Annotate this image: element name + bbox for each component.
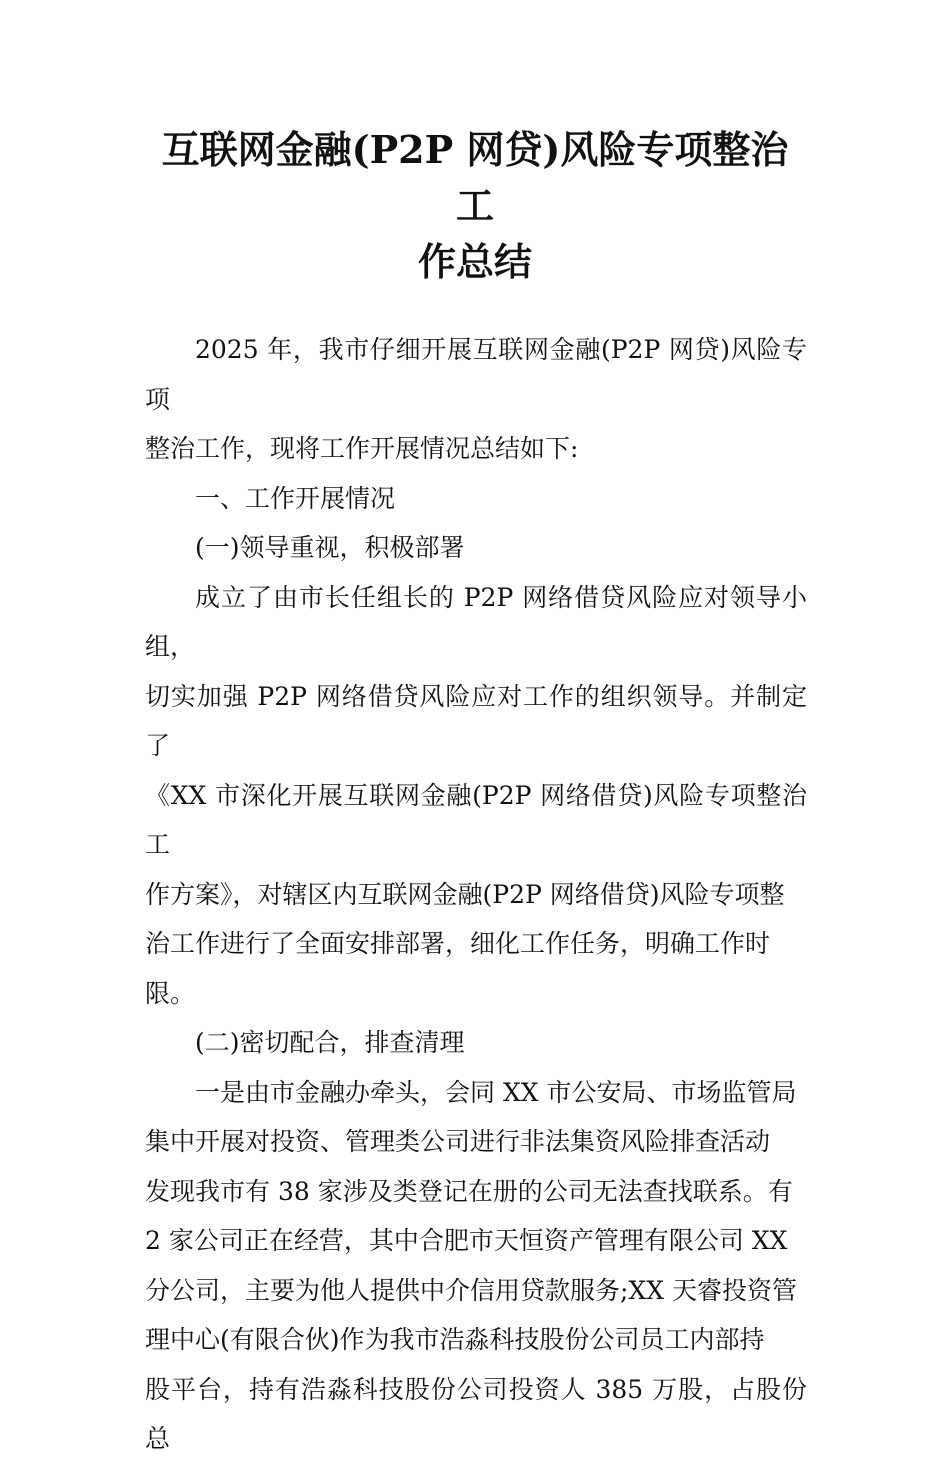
section-heading: 一、工作开展情况 xyxy=(195,483,396,513)
paragraph-line: 2025 年，我市仔细开展互联网金融(P2P 网贷)风险专项 xyxy=(145,335,807,414)
document-title xyxy=(145,122,805,290)
paragraph-line: 2 家公司正在经营，其中合肥市天恒资产管理有限公司 XX xyxy=(145,1226,788,1255)
paragraph-line: 发现我市有 38 家涉及类登记在册的公司无法查找联系。有 xyxy=(145,1176,793,1206)
paragraph-line: 作方案》，对辖区内互联网金融(P2P 网络借贷)风险专项整 xyxy=(145,879,785,909)
paragraph-line: 分公司，主要为他人提供中介信用贷款服务;XX 天睿投资管 xyxy=(145,1275,797,1305)
title-line-2: 作总结 xyxy=(417,239,532,284)
document-body xyxy=(145,325,807,1464)
paragraph-line: 切实加强 P2P 网络借贷风险应对工作的组织领导。并制定了 xyxy=(145,681,807,760)
paragraph-line: 《XX 市深化开展互联网金融(P2P 网络借贷)风险专项整治工 xyxy=(145,780,807,859)
subsection-heading: (一)领导重视，积极部署 xyxy=(195,533,465,562)
subsection-heading: (二)密切配合，排查清理 xyxy=(195,1028,465,1057)
paragraph-line: 整治工作，现将工作开展情况总结如下: xyxy=(145,434,579,463)
paragraph-line: 成立了由市长任组长的 P2P 网络借贷风险应对领导小组， xyxy=(145,582,807,661)
paragraph-line: 理中心(有限合伙)作为我市浩淼科技股份公司员工内部持 xyxy=(145,1325,765,1354)
paragraph-line: 一是由市金融办牵头，会同 XX 市公安局、市场监管局 xyxy=(195,1077,797,1107)
paragraph-line: 集中开展对投资、管理类公司进行非法集资风险排查活动 xyxy=(145,1127,771,1156)
paragraph-line: 股平台，持有浩淼科技股份公司投资人 385 万股，占股份总 xyxy=(145,1374,807,1453)
paragraph-line: 限。 xyxy=(145,978,196,1008)
title-line-1: 互联网金融(P2P 网贷)风险专项整治工 xyxy=(161,127,789,228)
paragraph-line: 治工作进行了全面安排部署，细化工作任务，明确工作时 xyxy=(145,929,771,958)
